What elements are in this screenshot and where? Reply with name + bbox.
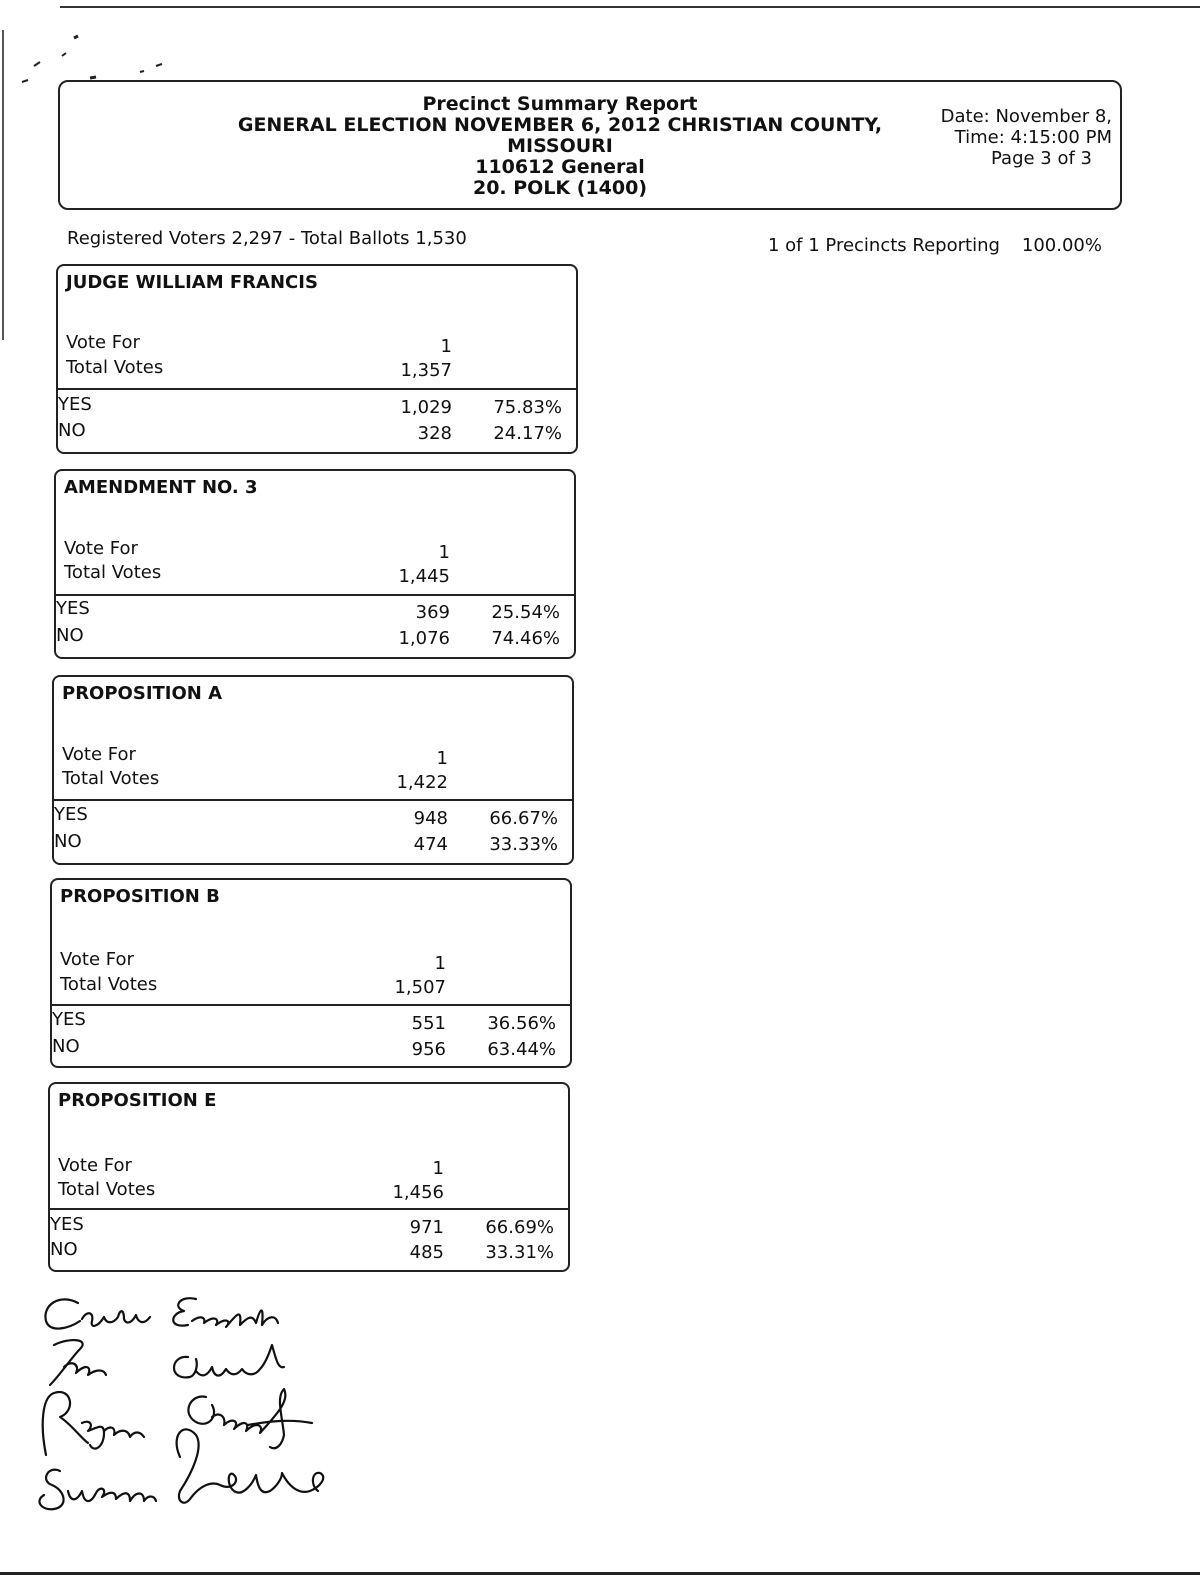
contest-divider: [58, 388, 576, 390]
no-votes: 328: [417, 423, 452, 444]
no-label: NO: [54, 831, 82, 852]
no-label: NO: [52, 1036, 80, 1057]
vote-for-label: Vote For: [62, 744, 136, 765]
yes-votes: 551: [411, 1013, 446, 1034]
yes-label: YES: [56, 598, 90, 619]
vote-for-value: 1: [432, 1158, 444, 1179]
yes-votes: 971: [409, 1217, 444, 1238]
vote-for-value: 1: [438, 542, 450, 563]
contest-title: PROPOSITION A: [62, 683, 223, 704]
yes-percent: 36.56%: [487, 1013, 556, 1034]
report-title: Precinct Summary Report: [422, 93, 698, 115]
yes-percent: 75.83%: [493, 397, 562, 418]
yes-label: YES: [58, 394, 92, 415]
no-votes: 474: [413, 834, 448, 855]
no-percent: 63.44%: [487, 1039, 556, 1060]
no-percent: 24.17%: [493, 423, 562, 444]
total-votes-label: Total Votes: [66, 357, 164, 378]
no-label: NO: [50, 1239, 78, 1260]
no-percent: 33.33%: [489, 834, 558, 855]
precincts-reporting-pct: 100.00%: [1021, 235, 1102, 256]
contest-divider: [54, 799, 572, 801]
report-date: Date: November 8,: [940, 106, 1112, 127]
contest-title: PROPOSITION B: [60, 886, 220, 907]
contest-title: AMENDMENT NO. 3: [64, 477, 258, 498]
page-number: Page 3 of 3: [991, 148, 1092, 169]
contest-divider: [56, 594, 574, 596]
contest-box: [52, 675, 574, 865]
vote-for-value: 1: [434, 953, 446, 974]
precincts-reporting: [768, 235, 1102, 256]
vote-for-label: Vote For: [60, 949, 134, 970]
yes-votes: 369: [415, 602, 450, 623]
election-code: 110612 General: [475, 156, 645, 178]
vote-for-value: 1: [436, 748, 448, 769]
contest-title: JUDGE WILLIAM FRANCIS: [66, 272, 318, 293]
header-title-block: [220, 94, 900, 199]
total-votes-label: Total Votes: [64, 562, 162, 583]
yes-votes: 1,029: [400, 397, 452, 418]
signature-4: [39, 1429, 323, 1509]
precinct-name: 20. POLK (1400): [472, 177, 648, 199]
registered-voters-summary: Registered Voters 2,297 - Total Ballots 1,530: [67, 228, 467, 249]
no-percent: 33.31%: [485, 1242, 554, 1263]
vote-for-label: Vote For: [64, 538, 138, 559]
total-votes-value: 1,507: [394, 977, 446, 998]
no-votes: 485: [409, 1242, 444, 1263]
vote-for-value: 1: [440, 336, 452, 357]
no-votes: 1,076: [398, 628, 450, 649]
report-header: [58, 80, 1122, 210]
yes-label: YES: [50, 1214, 84, 1235]
no-votes: 956: [411, 1039, 446, 1060]
total-votes-label: Total Votes: [62, 768, 160, 789]
yes-percent: 66.69%: [485, 1217, 554, 1238]
signature-1: [45, 1298, 278, 1328]
scan-bottom-edge: [0, 1572, 1200, 1575]
total-votes-label: Total Votes: [60, 974, 158, 995]
contest-box: [48, 1082, 570, 1272]
election-name-line2: MISSOURI: [507, 135, 613, 157]
no-label: NO: [58, 420, 86, 441]
signature-2: [50, 1340, 284, 1385]
total-votes-value: 1,422: [396, 772, 448, 793]
total-votes-value: 1,445: [398, 566, 450, 587]
yes-percent: 66.67%: [489, 808, 558, 829]
contest-title: PROPOSITION E: [58, 1090, 217, 1111]
no-percent: 74.46%: [491, 628, 560, 649]
header-meta: [922, 106, 1112, 169]
no-label: NO: [56, 625, 84, 646]
yes-percent: 25.54%: [491, 602, 560, 623]
election-name-line1: GENERAL ELECTION NOVEMBER 6, 2012 CHRISTIAN COUNTY,: [237, 114, 883, 136]
total-votes-value: 1,357: [400, 360, 452, 381]
signatures: [20, 1285, 380, 1565]
vote-for-label: Vote For: [58, 1155, 132, 1176]
contest-divider: [50, 1208, 568, 1210]
contest-box: [54, 469, 576, 659]
total-votes-value: 1,456: [392, 1182, 444, 1203]
vote-for-label: Vote For: [66, 332, 140, 353]
contest-box: [50, 878, 572, 1068]
contest-box: [56, 264, 578, 454]
scan-top-edge: [60, 6, 1200, 8]
yes-label: YES: [54, 804, 88, 825]
yes-votes: 948: [413, 808, 448, 829]
precincts-reporting-label: 1 of 1 Precincts Reporting: [768, 235, 1000, 256]
yes-label: YES: [52, 1009, 86, 1030]
report-time: Time: 4:15:00 PM: [954, 127, 1112, 148]
total-votes-label: Total Votes: [58, 1179, 156, 1200]
contest-divider: [52, 1004, 570, 1006]
